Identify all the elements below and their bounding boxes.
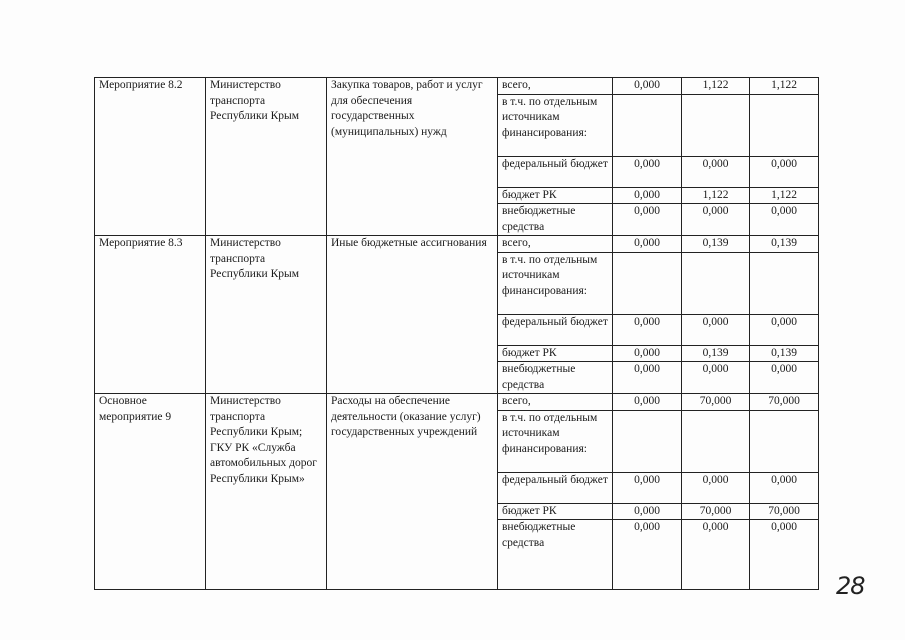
funding-source-cell: всего, [498,236,613,253]
funding-source-cell: федеральный бюджет [498,314,613,345]
value-cell: 0,000 [750,156,819,187]
table-row [95,236,819,253]
value-cell: 0,000 [613,78,682,95]
value-cell: 1,122 [750,187,819,204]
funding-source-cell: внебюджетные средства [498,204,613,236]
value-cell: 0,000 [613,204,682,236]
table-row [95,394,819,411]
description-cell: Иные бюджетные ассигнования [327,236,498,394]
description-cell: Закупка товаров, работ и услуг для обеспечения государственных (муниципальных) нужд [327,78,498,236]
value-cell: 70,000 [750,503,819,520]
value-cell: 1,122 [682,78,750,95]
funding-source-cell: бюджет РК [498,345,613,362]
value-cell: 0,000 [682,472,750,503]
executor-cell: Министерство транспорта Республики Крым [206,78,327,236]
value-cell: 0,139 [682,236,750,253]
budget-table [94,77,819,590]
activity-cell: Мероприятие 8.2 [95,78,206,236]
value-cell: 0,000 [613,156,682,187]
description-cell: Расходы на обеспечение деятельности (оказание услуг) государственных учреждений [327,394,498,590]
value-cell [750,252,819,314]
value-cell: 0,139 [682,345,750,362]
value-cell: 0,000 [682,314,750,345]
funding-source-cell: федеральный бюджет [498,472,613,503]
value-cell: 0,000 [750,314,819,345]
executor-cell: Министерство транспорта Республики Крым [206,236,327,394]
funding-source-cell: бюджет РК [498,187,613,204]
funding-source-cell: всего, [498,78,613,95]
handwritten-page-number: 28 [836,572,865,600]
activity-cell: Мероприятие 8.3 [95,236,206,394]
funding-source-cell: внебюджетные средства [498,520,613,590]
value-cell [613,94,682,156]
value-cell: 0,000 [613,472,682,503]
funding-source-cell: федеральный бюджет [498,156,613,187]
value-cell: 0,000 [682,156,750,187]
table-row [95,78,819,95]
value-cell: 70,000 [682,503,750,520]
value-cell: 0,000 [613,314,682,345]
value-cell [682,410,750,472]
value-cell: 0,000 [613,236,682,253]
value-cell: 1,122 [682,187,750,204]
value-cell [750,94,819,156]
funding-source-cell: бюджет РК [498,503,613,520]
value-cell: 0,000 [613,520,682,590]
value-cell: 0,000 [682,204,750,236]
value-cell: 0,000 [682,520,750,590]
activity-cell: Основное мероприятие 9 [95,394,206,590]
value-cell: 0,000 [682,362,750,394]
value-cell: 0,000 [750,520,819,590]
funding-source-cell: внебюджетные средства [498,362,613,394]
value-cell [613,410,682,472]
value-cell: 0,139 [750,345,819,362]
value-cell [613,252,682,314]
value-cell: 70,000 [682,394,750,411]
value-cell: 0,000 [750,204,819,236]
value-cell: 0,000 [613,345,682,362]
value-cell: 0,000 [750,362,819,394]
value-cell: 0,000 [750,472,819,503]
value-cell [682,252,750,314]
executor-cell: Министерство транспорта Республики Крым; ГКУ РК «Служба автомобильных дорог Республики Крым» [206,394,327,590]
funding-source-cell: в т.ч. по отдельным источникам финансирования: [498,94,613,156]
value-cell: 0,139 [750,236,819,253]
funding-source-cell: в т.ч. по отдельным источникам финансирования: [498,252,613,314]
value-cell: 0,000 [613,394,682,411]
value-cell: 0,000 [613,362,682,394]
value-cell: 1,122 [750,78,819,95]
value-cell [750,410,819,472]
value-cell: 70,000 [750,394,819,411]
funding-source-cell: всего, [498,394,613,411]
funding-source-cell: в т.ч. по отдельным источникам финансирования: [498,410,613,472]
value-cell [682,94,750,156]
value-cell: 0,000 [613,503,682,520]
value-cell: 0,000 [613,187,682,204]
